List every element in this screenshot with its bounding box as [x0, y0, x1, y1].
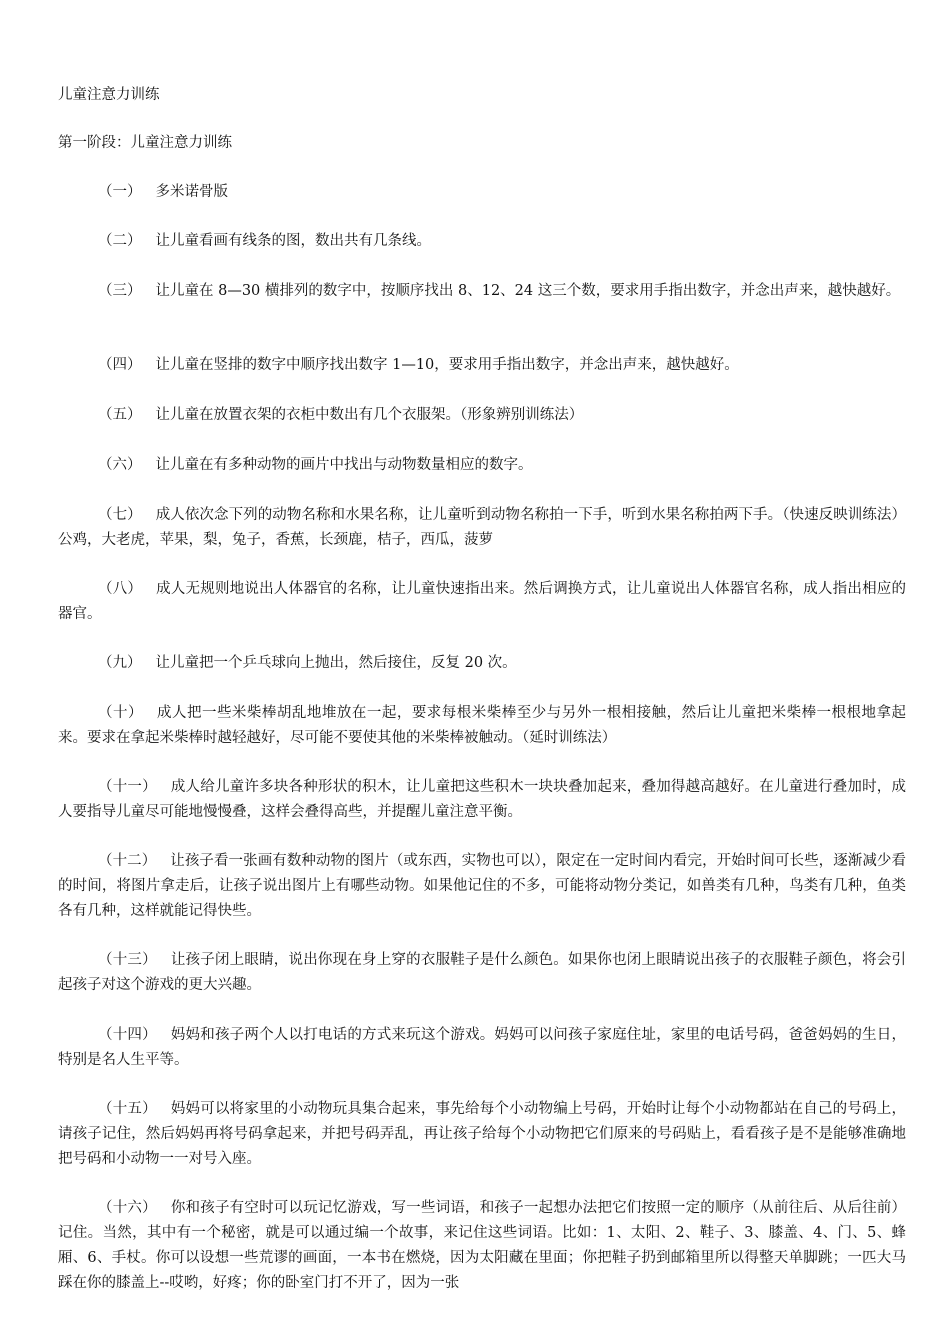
list-item [58, 279, 906, 304]
item-number: （八） [98, 581, 143, 597]
stage-title: 第一阶段：儿童注意力训练 [58, 135, 232, 151]
item-text: 让孩子闭上眼睛，说出你现在身上穿的衣服鞋子是什么颜色。如果你也闭上眼睛说出孩子的衣服鞋子颜色，将会引起孩子对这个游戏的更大兴趣。 [58, 952, 907, 993]
list-item [58, 577, 906, 627]
list-item [58, 849, 906, 924]
item-number: （十四） [98, 1027, 157, 1043]
item-number: （十一） [98, 779, 157, 795]
list-item [58, 1097, 906, 1172]
item-number: （九） [98, 655, 142, 671]
list-item [58, 229, 906, 254]
item-text: 成人给儿童许多块各种形状的积木，让儿童把这些积木一块块叠加起来，叠加得越高越好。在儿童进行叠加时，成人要指导儿童尽可能地慢慢叠，这样会叠得高些，并提醒儿童注意平衡。 [58, 779, 907, 820]
item-text: 你和孩子有空时可以玩记忆游戏，写一些词语，和孩子一起想办法把它们按照一定的顺序（从前往后、从后往前）记住。当然，其中有一个秘密，就是可以通过编一个故事，来记住这些词语。比如：1、太阳、2、鞋子、3、膝盖、4、门、5、蜂厢、6、手杖。你可以设想一些荒谬的画面，一本书在燃烧，因为太阳藏在里面；你把鞋子扔到邮箱里所以得整天单脚跳；一匹大马踩在你的膝盖上--哎哟，好疼；你的卧室门打不开了，因为一张 [58, 1200, 907, 1291]
list-item [58, 453, 906, 478]
item-text: 成人把一些米柴棒胡乱地堆放在一起，要求每根米柴棒至少与另外一根相接触，然后让儿童把米柴棒一根根地拿起来。要求在拿起米柴棒时越轻越好，尽可能不要使其他的米柴棒被触动。（延时训练法） [58, 705, 907, 746]
item-number: （十） [98, 705, 143, 721]
list-item [58, 775, 906, 825]
item-text: 让儿童在竖排的数字中顺序找出数字 1—10，要求用手指出数字，并念出声来，越快越好。 [155, 357, 739, 373]
item-number: （六） [98, 457, 142, 473]
list-item [58, 948, 906, 998]
item-number: （七） [98, 507, 142, 523]
document-title: 儿童注意力训练 [58, 87, 160, 103]
item-text: 多米诺骨版 [155, 184, 228, 200]
item-text: 让孩子看一张画有数种动物的图片（或东西，实物也可以），限定在一定时间内看完，开始时间可长些，逐渐减少看的时间，将图片拿走后，让孩子说出图片上有哪些动物。如果他记住的不多，可能将动物分类记，如兽类有几种，鸟类有几种，鱼类各有几种，这样就能记得快些。 [58, 853, 906, 919]
item-text: 让儿童看画有线条的图，数出共有几条线。 [155, 233, 431, 249]
list-item [58, 701, 906, 751]
item-text: 让儿童在放置衣架的衣柜中数出有几个衣服架。（形象辨别训练法） [155, 407, 584, 423]
list-item [58, 353, 906, 378]
list-item [58, 180, 906, 205]
item-text: 妈妈和孩子两个人以打电话的方式来玩这个游戏。妈妈可以问孩子家庭住址，家里的电话号码，爸爸妈妈的生日，特别是名人生平等。 [58, 1027, 907, 1068]
item-text: 让儿童在 8—30 横排列的数字中，按顺序找出 8、12、24 这三个数，要求用手指出数字，并念出声来，越快越好。 [155, 283, 901, 299]
list-item [58, 1196, 906, 1296]
item-text: 成人无规则地说出人体器官的名称，让儿童快速指出来。然后调换方式，让儿童说出人体器官名称，成人指出相应的器官。 [58, 581, 906, 622]
list-item [58, 503, 906, 553]
item-number: （一） [98, 184, 142, 200]
list-item [58, 403, 906, 428]
item-text: 妈妈可以将家里的小动物玩具集合起来，事先给每个小动物编上号码，开始时让每个小动物都站在自己的号码上，请孩子记住，然后妈妈再将号码拿起来，并把号码弄乱，再让孩子给每个小动物把它们原来的号码贴上，看看孩子是不是能够准确地把号码和小动物一一对号入座。 [58, 1101, 907, 1167]
item-number: （二） [98, 233, 142, 249]
item-number: （十三） [98, 952, 157, 968]
item-text: 让儿童在有多种动物的画片中找出与动物数量相应的数字。 [155, 457, 533, 473]
item-number: （十二） [98, 853, 157, 869]
item-number: （三） [98, 283, 142, 299]
item-number: （四） [98, 357, 142, 373]
list-item [58, 651, 906, 676]
item-number: （十五） [98, 1101, 157, 1117]
item-number: （十六） [98, 1200, 157, 1216]
item-number: （五） [98, 407, 142, 423]
item-text: 成人依次念下列的动物名称和水果名称，让儿童听到动物名称拍一下手，听到水果名称拍两下手。（快速反映训练法）公鸡，大老虎，苹果，梨，兔子，香蕉，长颈鹿，桔子，西瓜，菠萝 [58, 507, 907, 548]
list-item [58, 1023, 906, 1073]
item-text: 让儿童把一个乒乓球向上抛出，然后接住，反复 20 次。 [155, 655, 517, 671]
